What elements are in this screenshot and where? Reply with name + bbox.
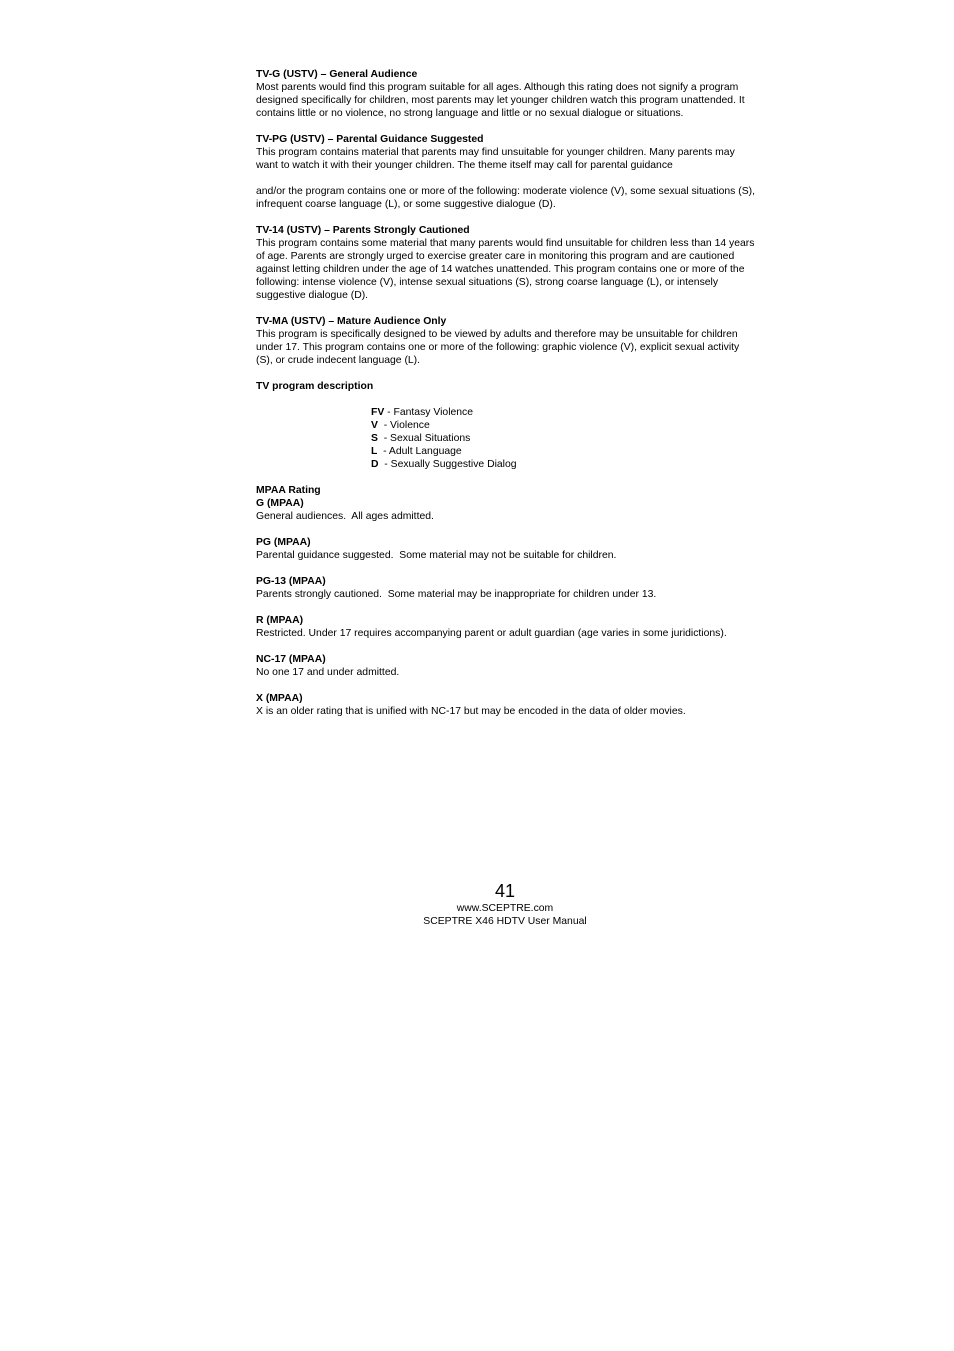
tvpg-heading: TV-PG (USTV) – Parental Guidance Suggested	[256, 134, 484, 145]
tvpg-description-part2: and/or the program contains one or more of the following: moderate violence (V), some sexual situations (S), infrequent coarse language (L), or some suggestive dialogue (D).	[256, 186, 755, 210]
mpaa-x-heading: X (MPAA)	[256, 693, 303, 704]
content-code-desc: - Adult Language	[377, 446, 462, 457]
tv-program-description-heading: TV program description	[256, 381, 374, 392]
mpaa-r-heading: R (MPAA)	[256, 615, 304, 626]
footer-manual-title: SCEPTRE X46 HDTV User Manual	[423, 916, 587, 927]
mpaa-g-heading: G (MPAA)	[256, 498, 304, 509]
content-code-item	[371, 406, 756, 419]
content-code: V	[371, 420, 378, 431]
manual-page-content	[256, 68, 756, 718]
page-footer	[0, 880, 954, 928]
mpaa-g-description: General audiences. All ages admitted.	[256, 511, 434, 522]
tv14-heading: TV-14 (USTV) – Parents Strongly Cautioned	[256, 225, 470, 236]
content-code-list	[371, 406, 756, 471]
mpaa-pg-heading: PG (MPAA)	[256, 537, 311, 548]
tv14-description: This program contains some material that many parents would find unsuitable for children less than 14 years of age. Parents are strongly urged to exercise greater care in monitoring this program and are cautioned against letting children under the age of 14 watches unattended. This program contains one or more of the following: intense violence (V), intense sexual situations (S), strong coarse language (L), or intensely suggestive dialogue (D).	[256, 238, 755, 301]
page-number: 41	[494, 881, 516, 901]
mpaa-pg-description: Parental guidance suggested. Some material may not be suitable for children.	[256, 550, 617, 561]
content-code: D	[371, 459, 379, 470]
content-code-desc: - Violence	[377, 420, 430, 431]
mpaa-pg13-description: Parents strongly cautioned. Some material may be inappropriate for children under 13.	[256, 589, 657, 600]
footer-website: www.SCEPTRE.com	[456, 903, 554, 914]
mpaa-nc17-description: No one 17 and under admitted.	[256, 667, 400, 678]
mpaa-nc17-heading: NC-17 (MPAA)	[256, 654, 326, 665]
content-code-desc: - Fantasy Violence	[384, 407, 474, 418]
content-code: L	[371, 446, 378, 457]
content-code-desc: - Sexually Suggestive Dialog	[378, 459, 517, 470]
content-code-item	[371, 445, 756, 458]
content-code-item	[371, 419, 756, 432]
content-code-desc: - Sexual Situations	[377, 433, 471, 444]
content-code-item	[371, 432, 756, 445]
tvg-description: Most parents would find this program suitable for all ages. Although this rating does not signify a program designed specifically for children, most parents may let younger children watch this program unattended. It contains little or no violence, no strong language and little or no sexual dialogue or situations.	[256, 82, 745, 119]
mpaa-pg13-heading: PG-13 (MPAA)	[256, 576, 326, 587]
mpaa-rating-heading: MPAA Rating	[256, 485, 321, 496]
mpaa-r-description: Restricted. Under 17 requires accompanying parent or adult guardian (age varies in some juridictions).	[256, 628, 727, 639]
content-code: FV	[371, 407, 385, 418]
tvma-description: This program is specifically designed to be viewed by adults and therefore may be unsuitable for children under 17. This program contains one or more of the following: graphic violence (V), explicit sexual activity (S), or crude indecent language (L).	[256, 329, 740, 366]
tvma-heading: TV-MA (USTV) – Mature Audience Only	[256, 316, 447, 327]
content-code-item	[371, 458, 756, 471]
tvpg-description-part1: This program contains material that parents may find unsuitable for younger children. Many parents may want to watch it with their younger children. The theme itself may call for parental guidance	[256, 147, 735, 171]
content-code: S	[371, 433, 378, 444]
mpaa-x-description: X is an older rating that is unified with NC-17 but may be encoded in the data of older movies.	[256, 706, 686, 717]
tvg-heading: TV-G (USTV) – General Audience	[256, 69, 418, 80]
